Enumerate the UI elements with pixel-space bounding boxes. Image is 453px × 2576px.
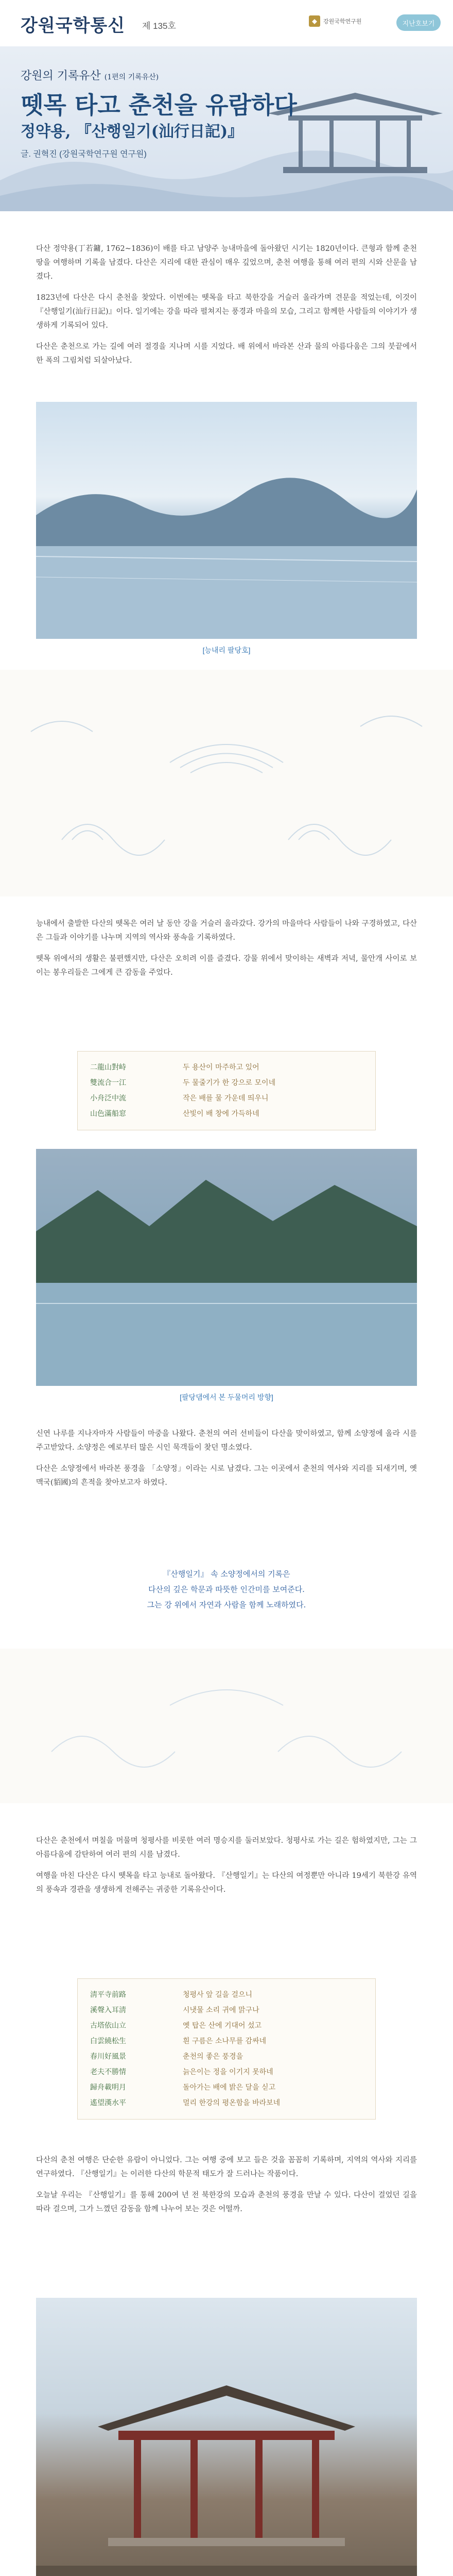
poem-translation: 옛 탑은 산에 기대어 섰고 bbox=[183, 2022, 262, 2030]
poem-line bbox=[90, 2049, 363, 2064]
paragraph: 뗏목 위에서의 생활은 불편했지만, 다산은 오히려 이를 즐겼다. 강물 위에서 맞이하는 새벽과 저녁, 물안개 사이로 보이는 봉우리들은 그에게 큰 감동을 주었다. bbox=[36, 955, 417, 977]
poem-original: 遙望漢水平 bbox=[90, 2099, 126, 2107]
poem-line bbox=[90, 1987, 363, 2003]
poem-original: 老夫不勝情 bbox=[90, 2068, 126, 2076]
institute-emblem-icon: ◆ bbox=[309, 15, 320, 27]
poem-original: 溪聲入耳淸 bbox=[90, 2006, 126, 2014]
quote-line: 그는 강 위에서 자연과 사람을 함께 노래하였다. bbox=[147, 1600, 306, 1609]
institute-name: 강원국학연구원 bbox=[323, 19, 362, 25]
poem-box-1 bbox=[77, 1051, 376, 1130]
photo-caption-1: [능내리 팔당호] bbox=[202, 646, 251, 654]
poem-translation: 청평사 앞 길을 걸으니 bbox=[183, 1991, 253, 1999]
river-scene-illustration bbox=[36, 1149, 417, 1386]
article-section-5 bbox=[36, 2154, 417, 2216]
poem-translation: 두 용산이 마주하고 있어 bbox=[183, 1063, 259, 1072]
paragraph: 다산의 춘천 여행은 단순한 유람이 아니었다. 그는 여행 중에 보고 들은 것을 꼼꼼히 기록하며, 지역의 역사와 지리를 연구하였다. 『산행일기』는 이러한 다산의 학문적 태도가 잘 드러나는 작품이다. bbox=[36, 2156, 417, 2178]
poem-original: 歸舟載明月 bbox=[90, 2083, 126, 2092]
article-section-1 bbox=[36, 242, 417, 368]
article-section-4 bbox=[36, 1834, 417, 1897]
poem-line bbox=[90, 2018, 363, 2033]
paragraph: 능내에서 출발한 다산의 뗏목은 여러 날 동안 강을 거슬러 올라갔다. 강가의 마을마다 사람들이 나와 구경하였고, 다산은 그들과 이야기를 나누며 지역의 역사와 풍속을 기록하였다. bbox=[36, 920, 417, 942]
poem-original: 雙流合一江 bbox=[90, 1079, 126, 1087]
paragraph: 신연 나루를 지나자마자 사람들이 마중을 나왔다. 춘천의 여러 선비들이 다산을 맞이하였고, 함께 소양정에 올라 시를 주고받았다. 소양정은 예로부터 많은 시인 묵객들이 찾던 명소였다. bbox=[36, 1430, 417, 1452]
poem-translation: 흰 구름은 소나무를 감싸네 bbox=[183, 2037, 267, 2045]
poem-translation: 시냇물 소리 귀에 맑구나 bbox=[183, 2006, 259, 2014]
institute-logo[interactable] bbox=[309, 15, 361, 27]
quote-line: 『산행일기』 속 소양정에서의 기록은 bbox=[163, 1569, 290, 1579]
lake-scene-illustration bbox=[36, 402, 417, 639]
paragraph: 오늘날 우리는 『산행일기』를 통해 200여 년 전 북한강의 모습과 춘천의 풍경을 만날 수 있다. 다산이 걸었던 길을 따라 걸으며, 그가 느꼈던 감동을 함께 나누어 보는 것은 어떨까. bbox=[36, 2191, 417, 2213]
poem-line bbox=[90, 2064, 363, 2080]
paragraph: 다산은 소양정에서 바라본 풍경을 「소양정」이라는 시로 남겼다. 그는 이곳에서 춘천의 역사와 지리를 되새기며, 옛 맥국(貊國)의 흔적을 찾아보고자 하였다. bbox=[36, 1465, 417, 1487]
photo-cheongpyeongsa-gate bbox=[36, 2298, 417, 2576]
hero-kicker-small: (1편의 기록유산) bbox=[104, 73, 159, 81]
poem-original: 春川好風景 bbox=[90, 2053, 126, 2061]
decorative-waves bbox=[0, 670, 453, 896]
poem-line bbox=[90, 1075, 363, 1091]
hero-kicker-text: 강원의 기록유산 bbox=[21, 70, 101, 82]
highlight-quote bbox=[57, 1566, 396, 1613]
issue-number: 제 135호 bbox=[142, 21, 176, 31]
poem-line bbox=[90, 2080, 363, 2095]
article-section-2 bbox=[36, 917, 417, 980]
hero-subtitle: 정약용, 『산행일기(汕行日記)』 bbox=[21, 123, 243, 141]
temple-gate-illustration bbox=[36, 2298, 417, 2576]
poem-translation: 늙은이는 정을 이기지 못하네 bbox=[183, 2068, 273, 2076]
poem-original: 淸平寺前路 bbox=[90, 1991, 126, 1999]
poem-original: 二龍山對峙 bbox=[90, 1063, 126, 1072]
poem-translation: 멀리 한강의 평온함을 바라보네 bbox=[183, 2099, 281, 2107]
poem-original: 小舟泛中流 bbox=[90, 1094, 126, 1103]
poem-line bbox=[90, 1106, 363, 1122]
photo-paldang-dam bbox=[36, 1149, 417, 1386]
photo-caption-2: [팔당댐에서 본 두물머리 방향] bbox=[180, 1393, 273, 1401]
poem-original: 山色滿船窓 bbox=[90, 1110, 126, 1118]
header bbox=[0, 0, 453, 47]
wave-pattern-illustration bbox=[0, 1649, 453, 1803]
poem-line bbox=[90, 2095, 363, 2111]
poem-original: 白雲繞松生 bbox=[90, 2037, 126, 2045]
poem-translation: 두 물줄기가 한 강으로 모이네 bbox=[183, 1079, 276, 1087]
paragraph: 1823년에 다산은 다시 춘천을 찾았다. 이번에는 뗏목을 타고 북한강을 거슬러 올라가며 견문을 적었는데, 이것이 『산행일기(汕行日記)』이다. 일기에는 강을 따라 펼쳐지는 풍경과 마을의 모습, 그리고 함께한 사람들의 이야기가 생생하게 기록되어 있다. bbox=[36, 294, 417, 330]
hero-title: 뗏목 타고 춘천을 유람하다 bbox=[21, 91, 297, 119]
poem-translation: 춘천의 좋은 풍경을 bbox=[183, 2053, 243, 2061]
poem-translation: 돌아가는 배에 밝은 달을 싣고 bbox=[183, 2083, 276, 2092]
poem-translation: 산빛이 배 창에 가득하네 bbox=[183, 1110, 259, 1118]
decorative-waves-2 bbox=[0, 1649, 453, 1803]
article-section-3 bbox=[36, 1427, 417, 1490]
hero-author: 글. 권혁진 (강원국학연구원 연구원) bbox=[21, 150, 147, 159]
poem-line bbox=[90, 1091, 363, 1106]
paragraph: 다산은 춘천에서 며칠을 머물며 청평사를 비롯한 여러 명승지를 둘러보았다. 청평사로 가는 길은 험하였지만, 그는 그 아름다움에 감탄하여 여러 편의 시를 남겼다. bbox=[36, 1837, 417, 1859]
quote-line: 다산의 깊은 학문과 따뜻한 인간미를 보여준다. bbox=[148, 1585, 305, 1594]
wave-pattern-illustration bbox=[0, 670, 453, 896]
poem-line bbox=[90, 2003, 363, 2018]
poem-line bbox=[90, 1060, 363, 1075]
photo-paldang-lake bbox=[36, 402, 417, 639]
paragraph: 다산 정약용(丁若鏞, 1762~1836)이 배를 타고 남양주 능내마을에 돌아왔던 시기는 1820년이다. 큰형과 함께 춘천 땅을 여행하며 기록을 남겼다. 다산은 지리에 대한 관심이 매우 깊었으며, 춘천 여행을 통해 여러 편의 시와 산문을 남겼다. bbox=[36, 245, 417, 281]
brand-title: 강원국학통신 bbox=[21, 15, 126, 36]
poem-line bbox=[90, 2033, 363, 2049]
previous-issues-button[interactable]: 지난호보기 bbox=[396, 14, 441, 31]
paragraph: 다산은 춘천으로 가는 길에 여러 절경을 지나며 시를 지었다. 배 위에서 바라본 산과 물의 아름다움은 그의 붓끝에서 한 폭의 그림처럼 되살아났다. bbox=[36, 343, 417, 365]
hero-banner bbox=[0, 46, 453, 211]
poem-original: 古塔依山立 bbox=[90, 2022, 126, 2030]
poem-box-2 bbox=[77, 1978, 376, 2120]
paragraph: 여행을 마친 다산은 다시 뗏목을 타고 능내로 돌아왔다. 『산행일기』는 다산의 여정뿐만 아니라 19세기 북한강 유역의 풍속과 경관을 생생하게 전해주는 귀중한 기록유산이다. bbox=[36, 1872, 417, 1894]
hero-kicker bbox=[21, 67, 159, 83]
poem-translation: 작은 배를 물 가운데 띄우니 bbox=[183, 1094, 269, 1103]
